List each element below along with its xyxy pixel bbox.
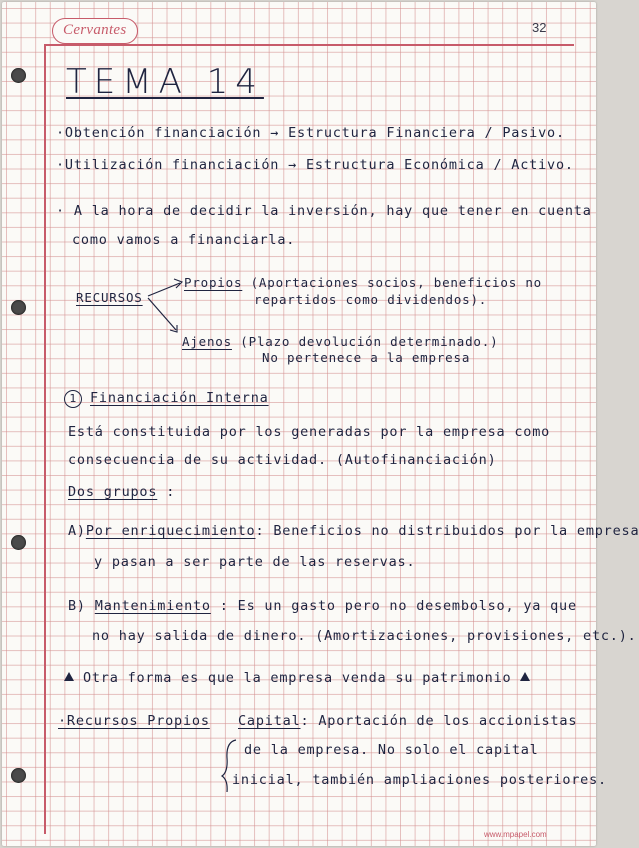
group-a-text: y pasan a ser parte de las reservas.: [94, 554, 416, 570]
group-b-text: no hay salida de dinero. (Amortizaciones, provisiones, etc.).: [92, 628, 637, 644]
page-title: TEMA 14: [66, 62, 264, 102]
binder-hole: [11, 535, 26, 550]
margin-rule: [44, 44, 46, 834]
recursos-label: RECURSOS: [76, 290, 143, 305]
group-a: A)Por enriquecimiento: Beneficios no distribuidos por la empresa: [68, 523, 639, 539]
section-heading: Financiación Interna: [90, 390, 269, 406]
binder-hole: [11, 768, 26, 783]
dos-grupos: Dos grupos :: [68, 484, 176, 500]
capital-text: inicial, también ampliaciones posteriores.: [232, 772, 607, 788]
note-line-obtencion: ·Obtención financiación → Estructura Financiera / Pasivo.: [56, 125, 565, 141]
capital-line: Capital: Aportación de los accionistas: [238, 713, 578, 729]
recursos-ajenos: Ajenos (Plazo devolución determinado.): [182, 334, 499, 349]
footer-url: www.mpapel.com: [484, 830, 547, 839]
note-line-decidir: · A la hora de decidir la inversión, hay que tener en cuenta: [56, 203, 592, 219]
page-number: 32: [532, 20, 547, 35]
group-b: B) Mantenimiento : Es un gasto pero no desembolso, ya que: [68, 598, 577, 614]
recursos-ajenos-desc: No pertenece a la empresa: [262, 350, 471, 365]
recursos-propios-desc: repartidos como dividendos).: [254, 292, 488, 307]
brand-logo: Cervantes: [52, 18, 138, 44]
binder-hole: [11, 300, 26, 315]
section-text: Está constituida por los generadas por la empresa como: [68, 424, 551, 440]
recursos-propios: Propios (Aportaciones socios, beneficios no: [184, 275, 543, 290]
note-line-utilizacion: ·Utilización financiación → Estructura Económica / Activo.: [56, 157, 574, 173]
otra-forma: Otra forma es que la empresa venda su patrimonio: [64, 670, 530, 686]
binder-hole: [11, 68, 26, 83]
section-number: 1: [64, 390, 82, 408]
capital-text: de la empresa. No solo el capital: [244, 742, 539, 758]
section-text: consecuencia de su actividad. (Autofinanciación): [68, 452, 497, 468]
triangle-icon: [520, 672, 530, 681]
triangle-icon: [64, 672, 74, 681]
note-line-financiarla: como vamos a financiarla.: [72, 232, 296, 248]
header-rule: [44, 44, 574, 46]
recursos-propios-heading: ·Recursos Propios: [58, 713, 210, 729]
